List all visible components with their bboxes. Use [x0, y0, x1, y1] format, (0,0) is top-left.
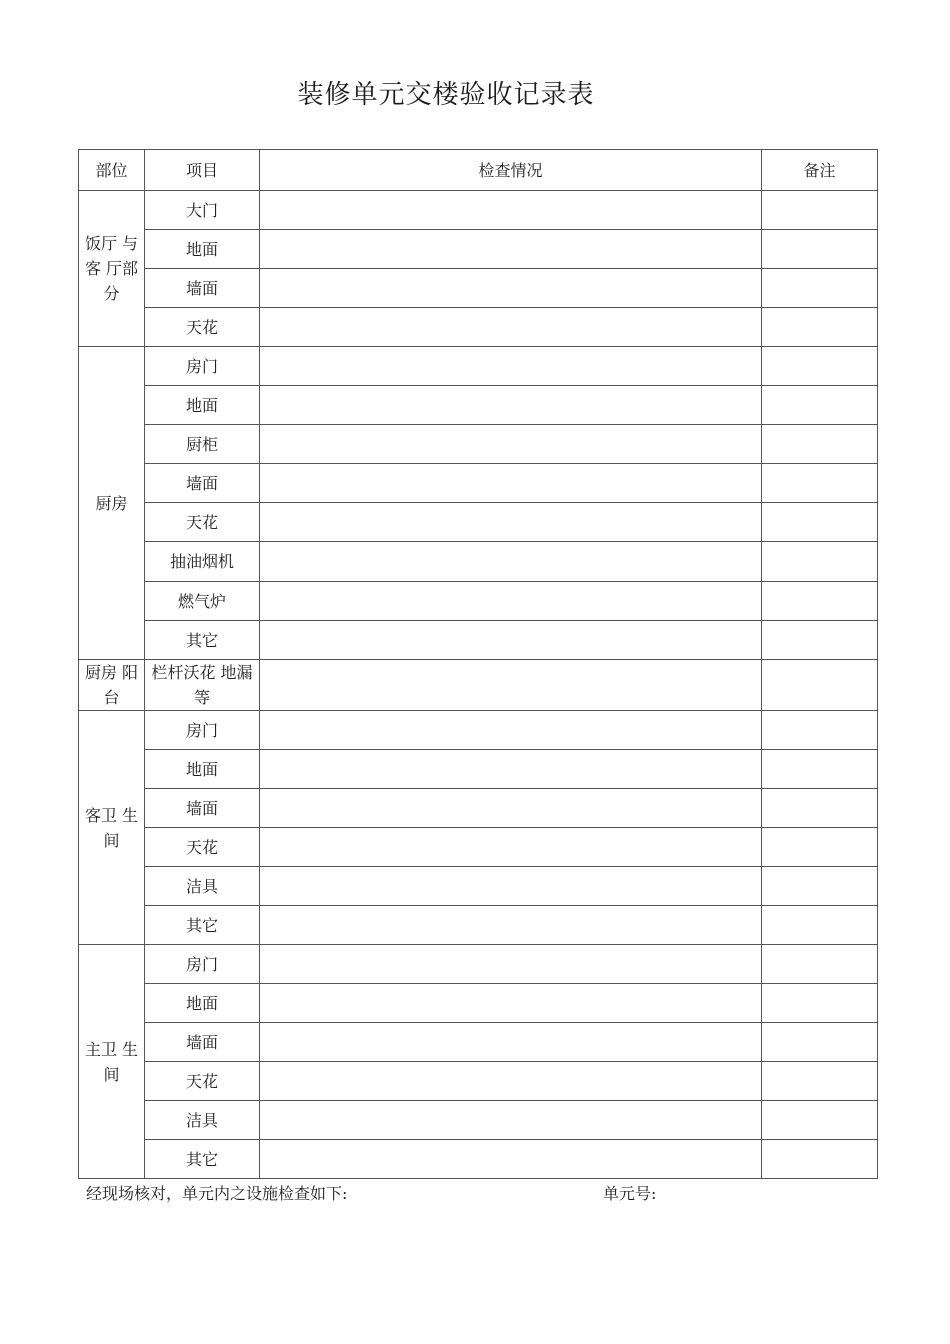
item-cell: 燃气炉: [145, 582, 260, 621]
inspection-cell[interactable]: [260, 425, 762, 464]
remarks-cell[interactable]: [762, 230, 878, 269]
remarks-cell[interactable]: [762, 750, 878, 789]
remarks-cell[interactable]: [762, 711, 878, 750]
inspection-cell[interactable]: [260, 308, 762, 347]
remarks-cell[interactable]: [762, 269, 878, 308]
table-row: [79, 582, 878, 621]
inspection-cell[interactable]: [260, 191, 762, 230]
header-remarks: 备注: [762, 150, 878, 191]
table-row: [79, 828, 878, 867]
table-row: [79, 308, 878, 347]
inspection-cell[interactable]: [260, 984, 762, 1023]
table-row: [79, 621, 878, 660]
item-cell: 地面: [145, 984, 260, 1023]
inspection-cell[interactable]: [260, 542, 762, 582]
location-cell: 客卫 生间: [79, 711, 145, 945]
table-row: [79, 1140, 878, 1179]
inspection-cell[interactable]: [260, 582, 762, 621]
table-row: [79, 347, 878, 386]
inspection-cell[interactable]: [260, 1140, 762, 1179]
item-cell: 墙面: [145, 269, 260, 308]
table-row: [79, 191, 878, 230]
item-cell: 房门: [145, 711, 260, 750]
inspection-cell[interactable]: [260, 945, 762, 984]
table-row: [79, 269, 878, 308]
inspection-cell[interactable]: [260, 1023, 762, 1062]
remarks-cell[interactable]: [762, 347, 878, 386]
table-row: [79, 464, 878, 503]
item-cell: 房门: [145, 945, 260, 984]
table-row: [79, 386, 878, 425]
item-cell: 其它: [145, 1140, 260, 1179]
remarks-cell[interactable]: [762, 503, 878, 542]
item-cell: 其它: [145, 906, 260, 945]
inspection-cell[interactable]: [260, 347, 762, 386]
item-cell: 墙面: [145, 1023, 260, 1062]
item-cell: 天花: [145, 1062, 260, 1101]
inspection-cell[interactable]: [260, 269, 762, 308]
item-cell: 洁具: [145, 1101, 260, 1140]
item-cell: 地面: [145, 230, 260, 269]
inspection-cell[interactable]: [260, 828, 762, 867]
item-cell: 墙面: [145, 464, 260, 503]
location-cell: 厨房 阳台: [79, 660, 145, 711]
remarks-cell[interactable]: [762, 425, 878, 464]
inspection-cell[interactable]: [260, 230, 762, 269]
table-row: [79, 711, 878, 750]
table-row: [79, 425, 878, 464]
inspection-cell[interactable]: [260, 750, 762, 789]
table-row: [79, 945, 878, 984]
table-row: [79, 660, 878, 711]
footer-note: 经现场核对，单元内之设施检查如下:: [86, 1184, 348, 1203]
remarks-cell[interactable]: [762, 191, 878, 230]
item-cell: 地面: [145, 386, 260, 425]
remarks-cell[interactable]: [762, 828, 878, 867]
table-row: [79, 984, 878, 1023]
table-row: [79, 542, 878, 582]
location-cell: 饭厅 与 客 厅部分: [79, 191, 145, 347]
remarks-cell[interactable]: [762, 582, 878, 621]
header-location: 部位: [79, 150, 145, 191]
inspection-cell[interactable]: [260, 660, 762, 711]
location-cell: 主卫 生间: [79, 945, 145, 1179]
table-row: [79, 1023, 878, 1062]
item-cell: 房门: [145, 347, 260, 386]
remarks-cell[interactable]: [762, 1023, 878, 1062]
table-row: [79, 1101, 878, 1140]
item-cell: 大门: [145, 191, 260, 230]
remarks-cell[interactable]: [762, 308, 878, 347]
item-cell: 其它: [145, 621, 260, 660]
item-cell: 墙面: [145, 789, 260, 828]
header-item: 项目: [145, 150, 260, 191]
location-cell: 厨房: [79, 347, 145, 660]
item-cell: 天花: [145, 828, 260, 867]
inspection-cell[interactable]: [260, 1101, 762, 1140]
item-cell: 洁具: [145, 867, 260, 906]
remarks-cell[interactable]: [762, 1101, 878, 1140]
remarks-cell[interactable]: [762, 984, 878, 1023]
item-cell: 天花: [145, 308, 260, 347]
inspection-cell[interactable]: [260, 867, 762, 906]
remarks-cell[interactable]: [762, 867, 878, 906]
table-row: [79, 230, 878, 269]
inspection-cell[interactable]: [260, 1062, 762, 1101]
inspection-cell[interactable]: [260, 503, 762, 542]
table-row: [79, 503, 878, 542]
remarks-cell[interactable]: [762, 906, 878, 945]
item-cell: 栏杆沃花 地漏等: [145, 660, 260, 711]
remarks-cell[interactable]: [762, 945, 878, 984]
inspection-cell[interactable]: [260, 711, 762, 750]
table-row: [79, 867, 878, 906]
form-footer: [86, 1181, 866, 1203]
table-row: [79, 906, 878, 945]
remarks-cell[interactable]: [762, 789, 878, 828]
unit-number-label: 单元号:: [603, 1184, 657, 1203]
remarks-cell[interactable]: [762, 660, 878, 711]
remarks-cell[interactable]: [762, 542, 878, 582]
inspection-cell[interactable]: [260, 386, 762, 425]
item-cell: 厨柜: [145, 425, 260, 464]
inspection-table: [78, 149, 878, 1179]
table-row: [79, 750, 878, 789]
inspection-cell[interactable]: [260, 464, 762, 503]
inspection-cell[interactable]: [260, 906, 762, 945]
header-inspection: 检查情况: [260, 150, 762, 191]
inspection-cell[interactable]: [260, 621, 762, 660]
remarks-cell[interactable]: [762, 464, 878, 503]
item-cell: 地面: [145, 750, 260, 789]
remarks-cell[interactable]: [762, 1062, 878, 1101]
remarks-cell[interactable]: [762, 1140, 878, 1179]
remarks-cell[interactable]: [762, 386, 878, 425]
table-row: [79, 1062, 878, 1101]
table-row: [79, 789, 878, 828]
item-cell: 抽油烟机: [145, 542, 260, 582]
inspection-cell[interactable]: [260, 789, 762, 828]
form-title: 装修单元交楼验收记录表: [297, 80, 595, 110]
header-row: [79, 150, 878, 191]
remarks-cell[interactable]: [762, 621, 878, 660]
item-cell: 天花: [145, 503, 260, 542]
